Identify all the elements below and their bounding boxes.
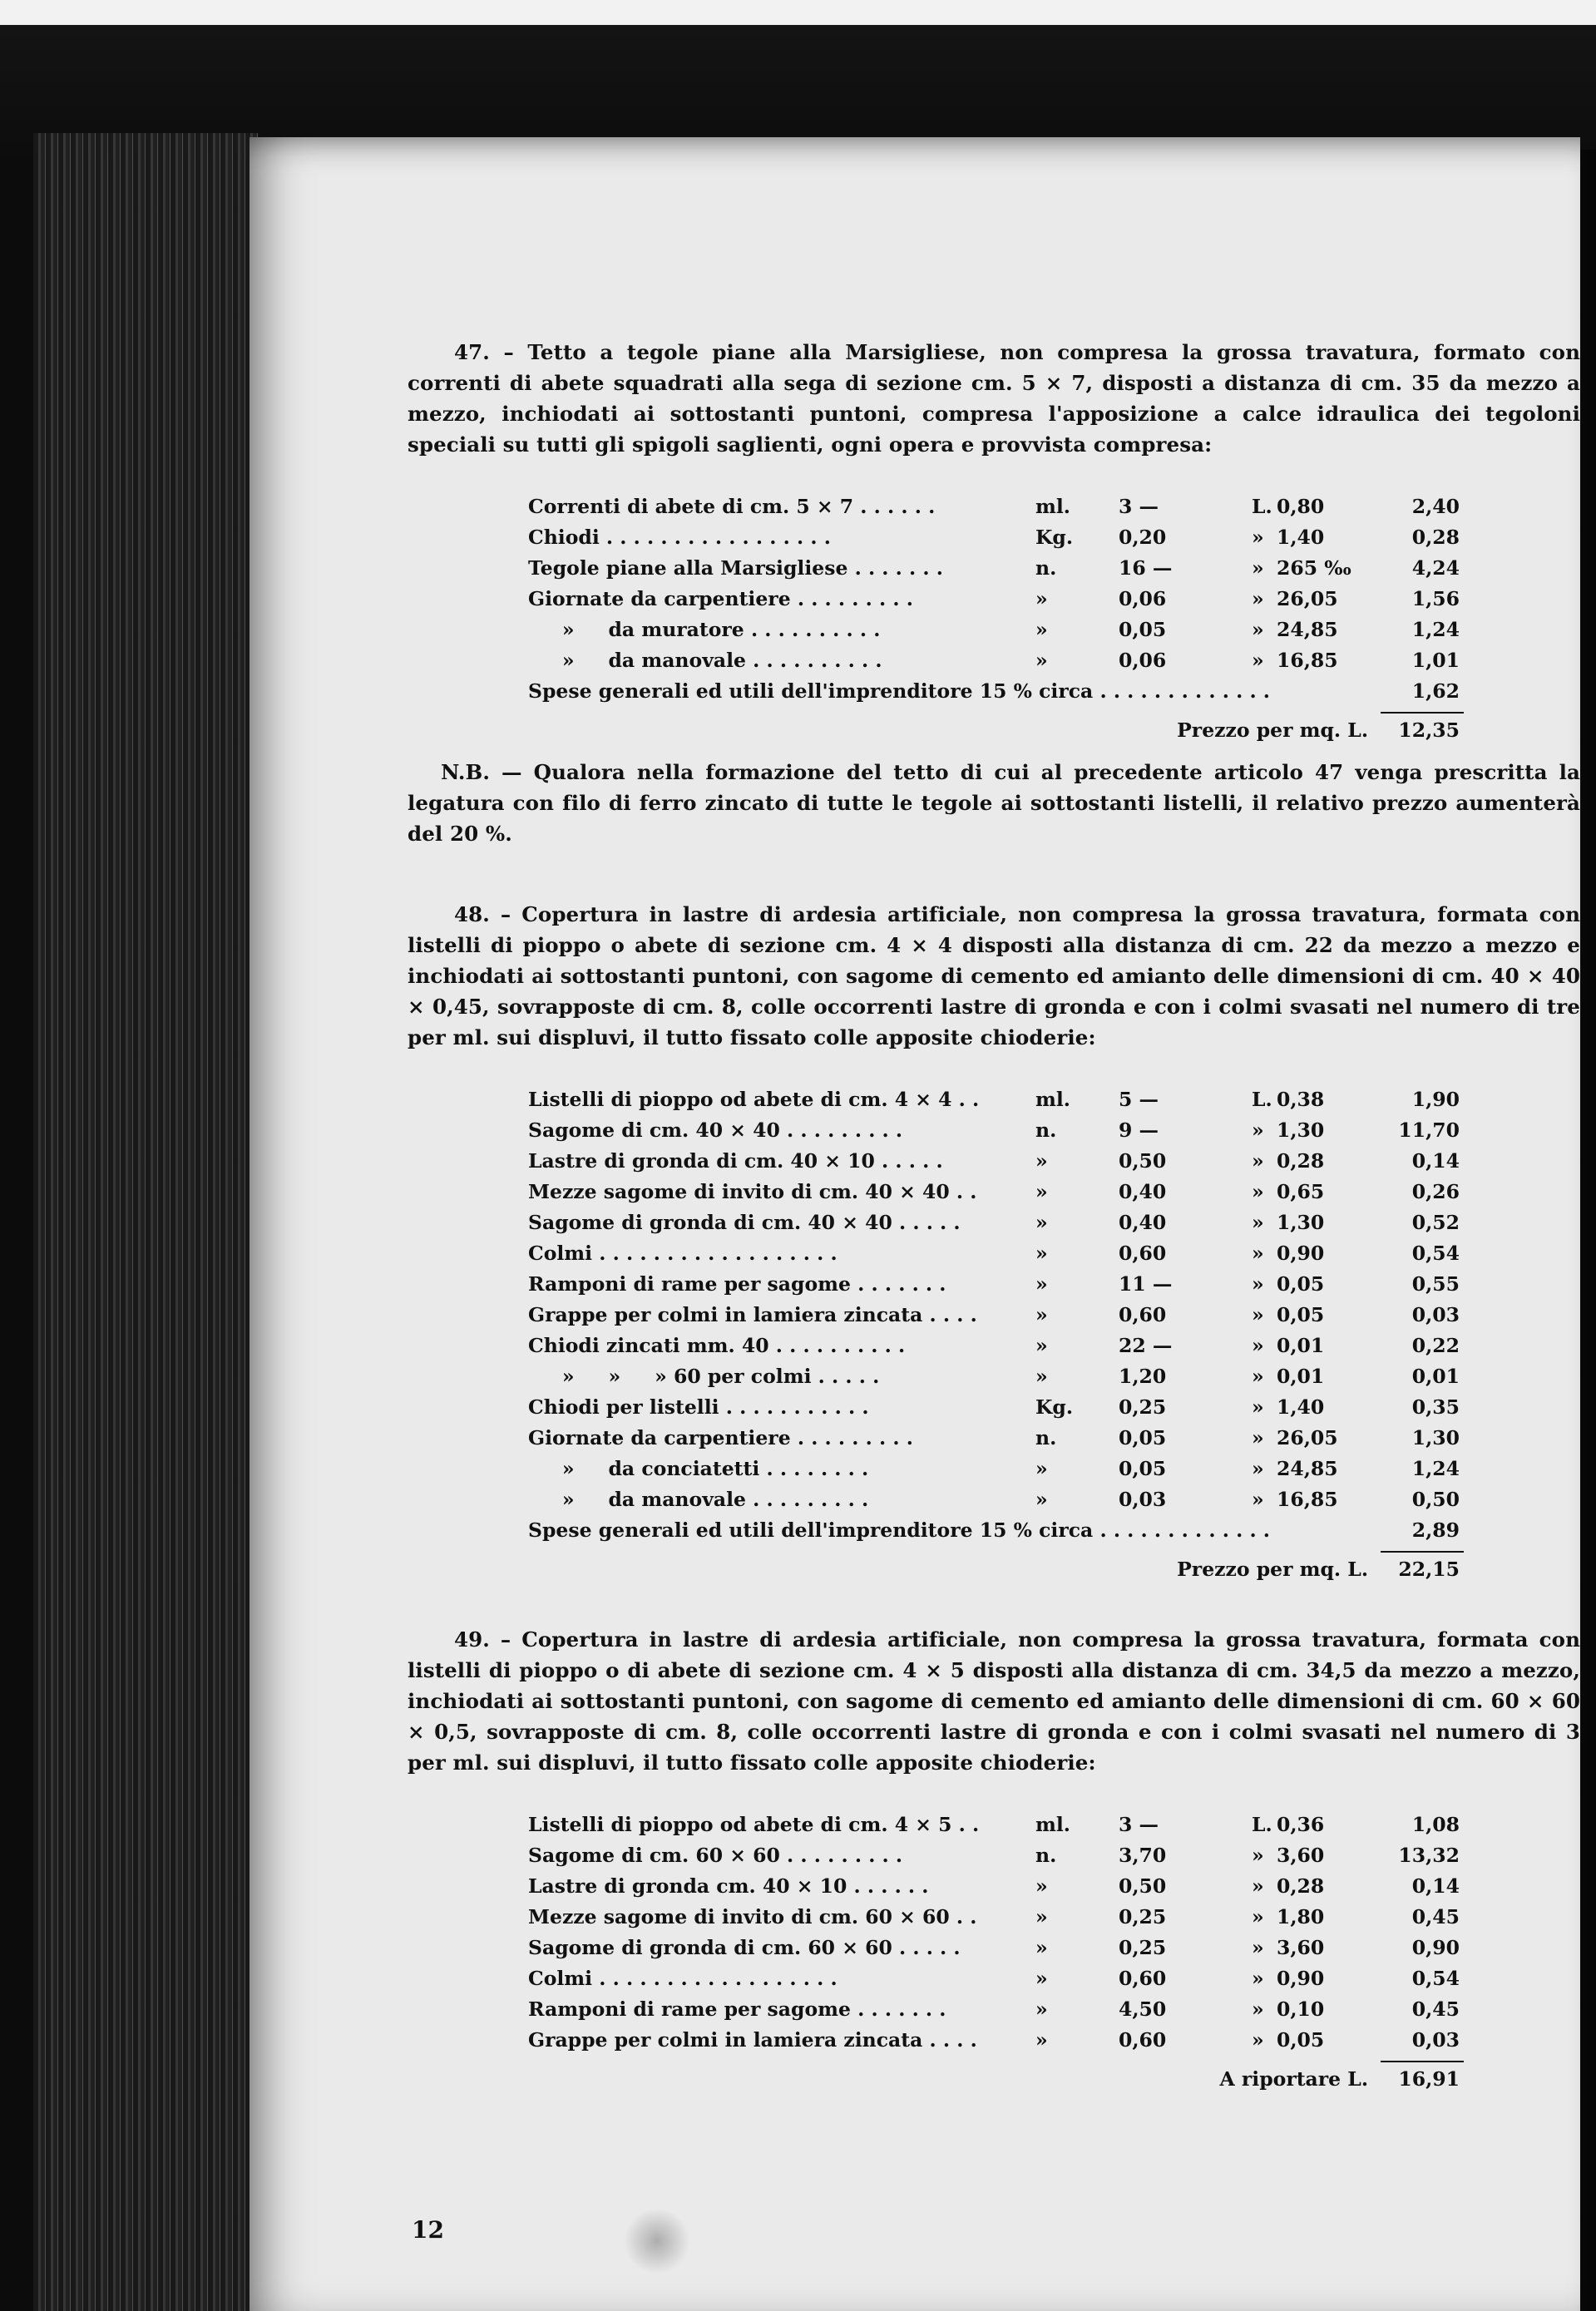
article-48-total <box>528 1549 1460 1594</box>
article-49 <box>408 1624 1580 2104</box>
item-unit-price: 3,60 <box>1277 1844 1325 1867</box>
item-currency: » <box>1252 1211 1264 1234</box>
item-amount: 0,90 <box>1411 1936 1460 1959</box>
item-quantity: 0,25 <box>1119 1936 1167 1959</box>
article-48 <box>408 899 1580 1594</box>
item-row <box>528 1238 1460 1269</box>
item-amount: 0,50 <box>1411 1488 1460 1511</box>
item-currency: » <box>1252 1426 1264 1449</box>
item-quantity: 0,60 <box>1119 2028 1167 2052</box>
item-amount: 0,54 <box>1411 1242 1460 1265</box>
item-unit-price: 0,05 <box>1277 1303 1325 1326</box>
item-unit-price: 16,85 <box>1277 649 1338 672</box>
item-row <box>528 1515 1460 1546</box>
item-unit-price: 0,01 <box>1277 1334 1325 1357</box>
item-description: Sagome di gronda di cm. 60 × 60 . . . . . <box>528 1936 961 1959</box>
item-unit-price: 26,05 <box>1277 1426 1338 1449</box>
scan-top-margin <box>0 0 1596 25</box>
item-currency: » <box>1252 526 1264 549</box>
item-description: Sagome di cm. 60 × 60 . . . . . . . . . <box>528 1844 903 1867</box>
item-currency: » <box>1252 1334 1264 1357</box>
item-amount: 0,55 <box>1411 1272 1460 1296</box>
article-47-text: 47. – Tetto a tegole piane alla Marsigliese, non compresa la grossa travatura, formato con correnti di abete squadrati alla sega di sezione cm. 5 × 7, disposti a distanza di cm. 35 da mezzo a mezzo, inchiodati ai sottostanti puntoni, compresa l'apposizione a calce idraulica dei tegoloni speciali su tutti gli spigoli saglienti, ogni opera e provvista compresa: <box>408 340 1580 457</box>
item-unit-price: 1,30 <box>1277 1118 1325 1142</box>
item-amount: 0,45 <box>1411 1997 1460 2021</box>
article-48-text: 48. – Copertura in lastre di ardesia artificiale, non compresa la grossa travatura, formata con listelli di pioppo o abete di sezione cm. 4 × 4 disposti alla distanza di cm. 22 da mezzo a mezzo e inchiodati ai sottostanti puntoni, con sagome di cemento ed amianto delle dimensioni di cm. 40 × 40 × 0,45, sovrapposte di cm. 8, colle occorrenti lastre di gronda e con i colmi svasati nel numero di tre per ml. sui displuvi, il tutto fissato colle apposite chioderie: <box>408 902 1580 1049</box>
item-unit-price: 0,28 <box>1277 1874 1325 1898</box>
item-currency: » <box>1252 649 1264 672</box>
item-quantity: 0,25 <box>1119 1395 1167 1419</box>
item-row <box>528 615 1460 645</box>
item-amount: 0,28 <box>1411 526 1460 549</box>
item-row <box>528 553 1460 584</box>
item-amount: 13,32 <box>1398 1844 1460 1867</box>
item-amount: 1,30 <box>1411 1426 1460 1449</box>
item-row <box>528 1994 1460 2025</box>
item-row <box>528 1207 1460 1238</box>
item-currency: » <box>1252 618 1264 641</box>
item-amount: 1,08 <box>1411 1813 1460 1836</box>
item-unit-price: 0,80 <box>1277 495 1325 518</box>
item-description: » » » 60 per colmi . . . . . <box>528 1365 880 1388</box>
item-unit-price: 0,90 <box>1277 1967 1325 1990</box>
item-amount: 2,40 <box>1411 495 1460 518</box>
item-unit: » <box>1035 1180 1048 1203</box>
item-description: Giornate da carpentiere . . . . . . . . . <box>528 1426 913 1449</box>
item-row <box>528 1840 1460 1871</box>
item-currency: » <box>1252 2028 1264 2052</box>
item-description: Ramponi di rame per sagome . . . . . . . <box>528 1272 946 1296</box>
item-unit: » <box>1035 1242 1048 1265</box>
item-amount: 1,01 <box>1411 649 1460 672</box>
item-amount: 4,24 <box>1411 556 1460 580</box>
item-row <box>528 1361 1460 1392</box>
item-amount: 0,03 <box>1411 1303 1460 1326</box>
item-unit: » <box>1035 587 1048 610</box>
item-description: Chiodi per listelli . . . . . . . . . . . <box>528 1395 869 1419</box>
item-description: Spese generali ed utili dell'imprenditore 15 % circa . . . . . . . . . . . . . <box>528 1518 1270 1542</box>
item-description: Colmi . . . . . . . . . . . . . . . . . . <box>528 1967 838 1990</box>
item-unit: n. <box>1035 1844 1057 1867</box>
item-description: Spese generali ed utili dell'imprenditore 15 % circa . . . . . . . . . . . . . <box>528 679 1270 703</box>
item-quantity: 11 — <box>1119 1272 1173 1296</box>
item-currency: » <box>1252 1874 1264 1898</box>
item-unit: » <box>1035 1365 1048 1388</box>
item-row <box>528 1902 1460 1933</box>
item-amount: 0,01 <box>1411 1365 1460 1388</box>
item-description: Mezze sagome di invito di cm. 40 × 40 . . <box>528 1180 977 1203</box>
item-row <box>528 1963 1460 1994</box>
item-unit-price: 24,85 <box>1277 1457 1338 1480</box>
item-unit: Kg. <box>1035 526 1074 549</box>
item-row <box>528 1810 1460 1840</box>
item-currency: » <box>1252 1272 1264 1296</box>
item-unit: n. <box>1035 556 1057 580</box>
item-unit: » <box>1035 618 1048 641</box>
article-49-items <box>528 1810 1460 2056</box>
item-quantity: 16 — <box>1119 556 1173 580</box>
item-quantity: 0,05 <box>1119 618 1167 641</box>
article-47-items <box>528 491 1460 707</box>
item-quantity: 5 — <box>1119 1088 1159 1111</box>
item-currency: » <box>1252 587 1264 610</box>
article-47 <box>408 337 1580 755</box>
item-description: Chiodi zincati mm. 40 . . . . . . . . . . <box>528 1334 906 1357</box>
item-description: Grappe per colmi in lamiera zincata . . . . <box>528 2028 977 2052</box>
item-quantity: 0,60 <box>1119 1967 1167 1990</box>
item-row <box>528 1871 1460 1902</box>
item-currency: » <box>1252 1488 1264 1511</box>
item-quantity: 4,50 <box>1119 1997 1167 2021</box>
article-49-text: 49. – Copertura in lastre di ardesia artificiale, non compresa la grossa travatura, formata con listelli di pioppo o di abete di sezione cm. 4 × 5 disposti alla distanza di cm. 34,5 da mezzo a mezzo, inchiodati ai sottostanti puntoni, con sagome di cemento ed amianto delle dimensioni di cm. 60 × 60 × 0,5, sovrapposte di cm. 8, colle occorrenti lastre di gronda e con i colmi svasati nel numero di 3 per ml. sui displuvi, il tutto fissato colle apposite chioderie: <box>408 1627 1580 1775</box>
item-quantity: 0,50 <box>1119 1149 1167 1173</box>
total-amount: 22,15 <box>1398 1558 1460 1581</box>
item-row <box>528 645 1460 676</box>
item-description: Grappe per colmi in lamiera zincata . . . . <box>528 1303 977 1326</box>
item-unit-price: 16,85 <box>1277 1488 1338 1511</box>
item-row <box>528 1454 1460 1484</box>
book-page-edges <box>33 133 258 2311</box>
item-row <box>528 1084 1460 1115</box>
item-description: Correnti di abete di cm. 5 × 7 . . . . . . <box>528 495 936 518</box>
item-row <box>528 1331 1460 1361</box>
item-quantity: 0,05 <box>1119 1457 1167 1480</box>
item-unit: » <box>1035 1149 1048 1173</box>
document-page <box>250 137 1580 2311</box>
page-number: 12 <box>412 2216 444 2244</box>
item-unit-price: 26,05 <box>1277 587 1338 610</box>
item-description: Lastre di gronda cm. 40 × 10 . . . . . . <box>528 1874 929 1898</box>
item-unit-price: 0,36 <box>1277 1813 1325 1836</box>
item-quantity: 0,06 <box>1119 587 1167 610</box>
item-unit: Kg. <box>1035 1395 1074 1419</box>
item-quantity: 3,70 <box>1119 1844 1167 1867</box>
item-row <box>528 1392 1460 1423</box>
item-row <box>528 1115 1460 1146</box>
item-unit: » <box>1035 1905 1048 1928</box>
item-unit: » <box>1035 1488 1048 1511</box>
item-row <box>528 1177 1460 1207</box>
item-unit: » <box>1035 1303 1048 1326</box>
item-currency: » <box>1252 1905 1264 1928</box>
item-unit: » <box>1035 1334 1048 1357</box>
item-amount: 1,90 <box>1411 1088 1460 1111</box>
item-row <box>528 1300 1460 1331</box>
item-description: Tegole piane alla Marsigliese . . . . . . . <box>528 556 943 580</box>
item-unit: » <box>1035 649 1048 672</box>
item-currency: L. <box>1252 1088 1272 1111</box>
item-unit: n. <box>1035 1118 1057 1142</box>
nb-note: N.B. — Qualora nella formazione del tetto di cui al precedente articolo 47 venga prescritta la legatura con filo di ferro zincato di tutte le tegole ai sottostanti listelli, il relativo prezzo aumenterà del 20 %. <box>408 760 1580 846</box>
item-unit: » <box>1035 1997 1048 2021</box>
item-quantity: 3 — <box>1119 495 1159 518</box>
item-currency: » <box>1252 1242 1264 1265</box>
item-amount: 0,35 <box>1411 1395 1460 1419</box>
item-amount: 1,62 <box>1411 679 1460 703</box>
item-unit-price: 1,40 <box>1277 526 1325 549</box>
item-description: » da manovale . . . . . . . . . <box>528 1488 869 1511</box>
item-quantity: 0,03 <box>1119 1488 1167 1511</box>
item-currency: » <box>1252 556 1264 580</box>
item-unit: » <box>1035 1272 1048 1296</box>
item-unit-price: 0,65 <box>1277 1180 1325 1203</box>
item-unit-price: 24,85 <box>1277 618 1338 641</box>
item-quantity: 1,20 <box>1119 1365 1167 1388</box>
item-amount: 0,54 <box>1411 1967 1460 1990</box>
item-unit: » <box>1035 2028 1048 2052</box>
item-description: Sagome di cm. 40 × 40 . . . . . . . . . <box>528 1118 903 1142</box>
item-unit-price: 1,80 <box>1277 1905 1325 1928</box>
item-row <box>528 1423 1460 1454</box>
item-unit-price: 1,30 <box>1277 1211 1325 1234</box>
item-unit-price: 0,01 <box>1277 1365 1325 1388</box>
scan-smudge <box>624 2208 690 2274</box>
item-description: Ramponi di rame per sagome . . . . . . . <box>528 1997 946 2021</box>
item-row <box>528 1933 1460 1963</box>
item-amount: 1,24 <box>1411 618 1460 641</box>
item-amount: 0,22 <box>1411 1334 1460 1357</box>
article-47-total <box>528 710 1460 755</box>
total-label: Prezzo per mq. L. <box>1177 1558 1368 1581</box>
item-unit-price: 0,05 <box>1277 1272 1325 1296</box>
total-label: A riportare L. <box>1219 2067 1368 2091</box>
item-unit-price: 0,28 <box>1277 1149 1325 1173</box>
page-content <box>408 337 1580 2104</box>
item-currency: » <box>1252 1936 1264 1959</box>
item-row <box>528 1269 1460 1300</box>
item-quantity: 0,20 <box>1119 526 1167 549</box>
item-currency: » <box>1252 1967 1264 1990</box>
item-unit: ml. <box>1035 1088 1070 1111</box>
total-amount: 12,35 <box>1398 718 1460 742</box>
item-unit-price: 0,90 <box>1277 1242 1325 1265</box>
total-amount: 16,91 <box>1398 2067 1460 2091</box>
item-description: Listelli di pioppo od abete di cm. 4 × 5 . . <box>528 1813 980 1836</box>
item-description: Sagome di gronda di cm. 40 × 40 . . . . . <box>528 1211 961 1234</box>
item-row <box>528 2025 1460 2056</box>
item-currency: » <box>1252 1149 1264 1173</box>
item-currency: » <box>1252 1395 1264 1419</box>
item-description: Listelli di pioppo od abete di cm. 4 × 4 . . <box>528 1088 980 1111</box>
item-unit: » <box>1035 1936 1048 1959</box>
item-quantity: 0,05 <box>1119 1426 1167 1449</box>
item-quantity: 0,60 <box>1119 1242 1167 1265</box>
item-row <box>528 522 1460 553</box>
item-amount: 0,14 <box>1411 1874 1460 1898</box>
item-quantity: 0,60 <box>1119 1303 1167 1326</box>
item-unit: ml. <box>1035 1813 1070 1836</box>
item-row <box>528 1484 1460 1515</box>
item-description: » da manovale . . . . . . . . . . <box>528 649 882 672</box>
item-quantity: 0,25 <box>1119 1905 1167 1928</box>
item-currency: » <box>1252 1180 1264 1203</box>
article-48-items <box>528 1084 1460 1546</box>
article-49-total <box>528 2059 1460 2104</box>
item-unit-price: 0,38 <box>1277 1088 1325 1111</box>
item-row <box>528 584 1460 615</box>
item-description: Giornate da carpentiere . . . . . . . . . <box>528 587 913 610</box>
item-description: » da conciatetti . . . . . . . . <box>528 1457 869 1480</box>
item-unit: n. <box>1035 1426 1057 1449</box>
item-quantity: 0,06 <box>1119 649 1167 672</box>
item-quantity: 0,40 <box>1119 1211 1167 1234</box>
item-description: » da muratore . . . . . . . . . . <box>528 618 881 641</box>
total-label: Prezzo per mq. L. <box>1177 718 1368 742</box>
item-unit-price: 0,05 <box>1277 2028 1325 2052</box>
item-unit: ml. <box>1035 495 1070 518</box>
item-amount: 2,89 <box>1411 1518 1460 1542</box>
item-amount: 0,14 <box>1411 1149 1460 1173</box>
item-currency: L. <box>1252 495 1272 518</box>
item-currency: » <box>1252 1118 1264 1142</box>
item-currency: » <box>1252 1303 1264 1326</box>
item-amount: 11,70 <box>1398 1118 1460 1142</box>
item-description: Lastre di gronda di cm. 40 × 10 . . . . . <box>528 1149 943 1173</box>
item-unit-price: 3,60 <box>1277 1936 1325 1959</box>
item-currency: » <box>1252 1844 1264 1867</box>
item-quantity: 9 — <box>1119 1118 1159 1142</box>
item-unit: » <box>1035 1967 1048 1990</box>
item-amount: 1,56 <box>1411 587 1460 610</box>
item-amount: 0,03 <box>1411 2028 1460 2052</box>
item-currency: » <box>1252 1365 1264 1388</box>
item-quantity: 22 — <box>1119 1334 1173 1357</box>
item-description: Mezze sagome di invito di cm. 60 × 60 . . <box>528 1905 977 1928</box>
item-quantity: 0,40 <box>1119 1180 1167 1203</box>
item-unit: » <box>1035 1211 1048 1234</box>
item-quantity: 3 — <box>1119 1813 1159 1836</box>
item-row <box>528 491 1460 522</box>
item-unit: » <box>1035 1457 1048 1480</box>
item-amount: 1,24 <box>1411 1457 1460 1480</box>
item-row <box>528 676 1460 707</box>
item-description: Colmi . . . . . . . . . . . . . . . . . . <box>528 1242 838 1265</box>
item-description: Chiodi . . . . . . . . . . . . . . . . . <box>528 526 831 549</box>
item-amount: 0,26 <box>1411 1180 1460 1203</box>
item-unit-price: 0,10 <box>1277 1997 1325 2021</box>
item-unit-price: 1,40 <box>1277 1395 1325 1419</box>
item-quantity: 0,50 <box>1119 1874 1167 1898</box>
item-unit: » <box>1035 1874 1048 1898</box>
item-amount: 0,52 <box>1411 1211 1460 1234</box>
item-unit-price: 265 ‰ <box>1277 556 1351 580</box>
item-row <box>528 1146 1460 1177</box>
item-currency: L. <box>1252 1813 1272 1836</box>
item-amount: 0,45 <box>1411 1905 1460 1928</box>
item-currency: » <box>1252 1457 1264 1480</box>
item-currency: » <box>1252 1997 1264 2021</box>
